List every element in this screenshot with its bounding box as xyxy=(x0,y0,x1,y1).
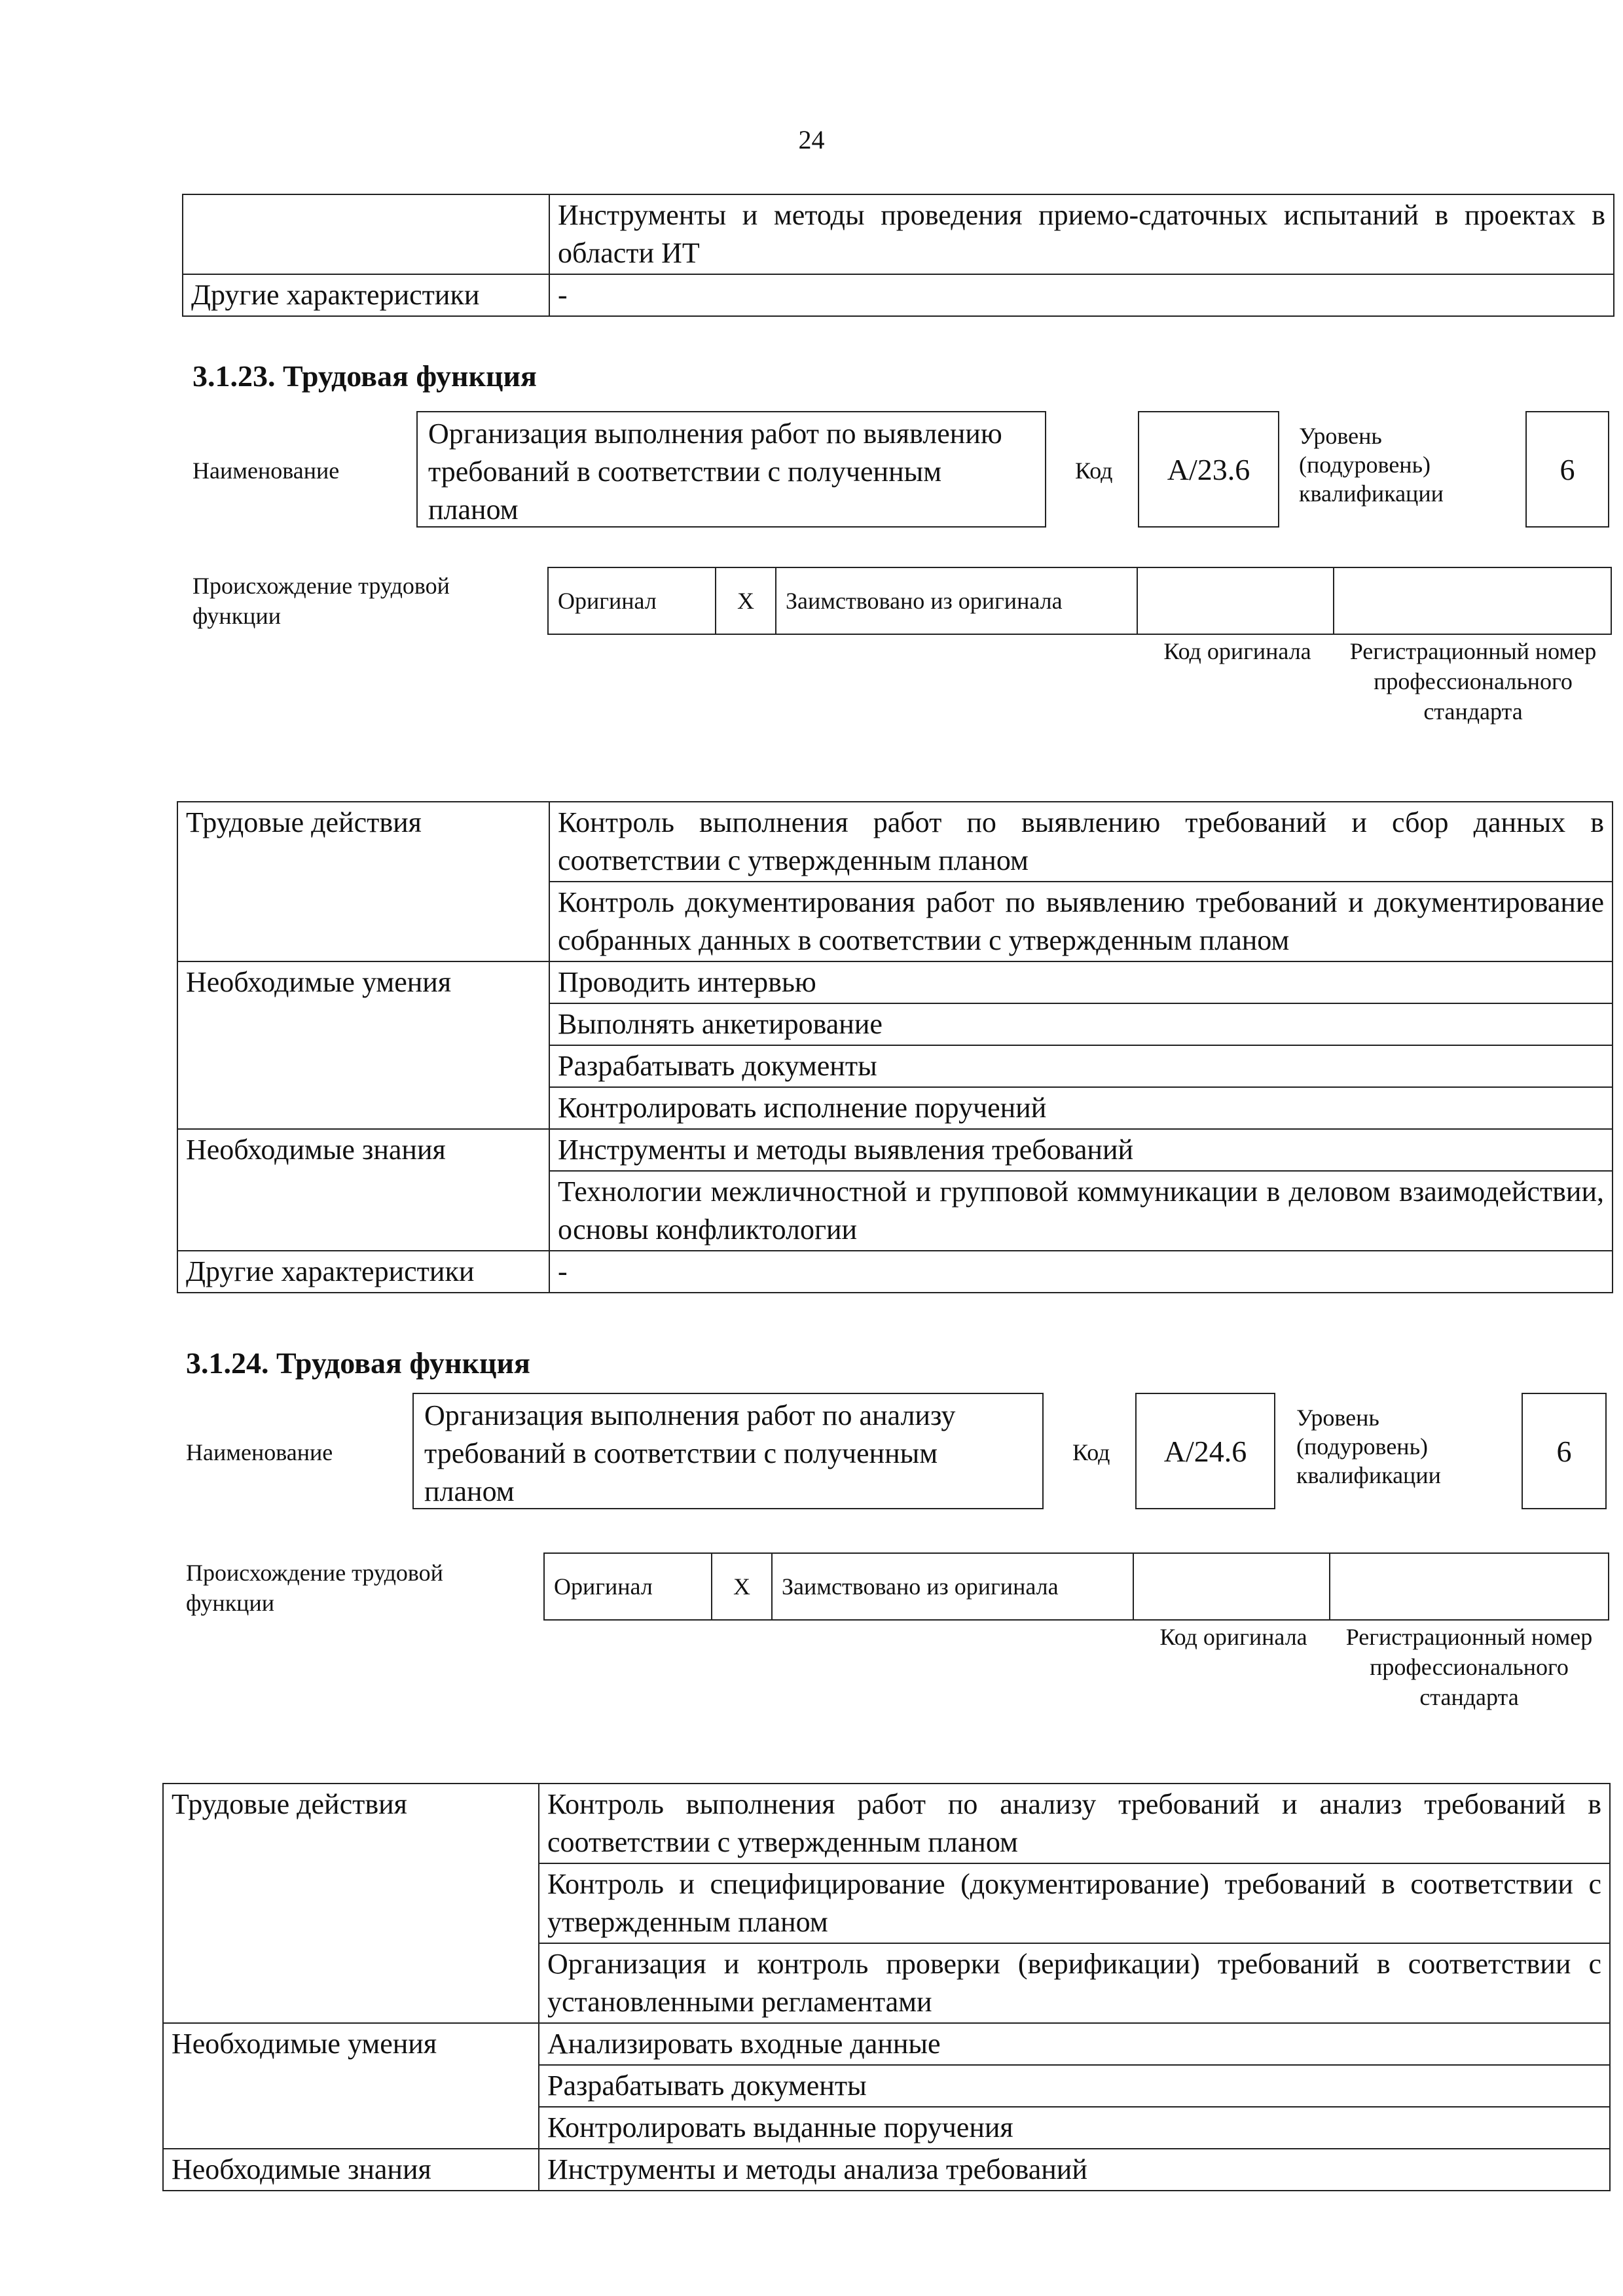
table-row xyxy=(163,2023,1610,2065)
origin-borrowed-label: Заимствовано из оригинала xyxy=(776,567,1137,634)
row-label: Необходимые знания xyxy=(163,2149,539,2191)
section-heading: 3.1.23. Трудовая функция xyxy=(192,359,537,393)
row-value: - xyxy=(549,1251,1613,1293)
caption-code: Код оригинала xyxy=(1159,1624,1307,1650)
section-heading: 3.1.24. Трудовая функция xyxy=(186,1346,530,1380)
origin-reg-cell xyxy=(1334,567,1611,634)
row-value: Контролировать исполнение поручений xyxy=(549,1087,1613,1129)
origin-label: Происхождение трудовой функции xyxy=(186,1560,443,1616)
row-value: Инструменты и методы выявления требований xyxy=(549,1129,1613,1171)
row-value: Контроль выполнения работ по выявлению требований и сбор данных в соответствии с утвержденным планом xyxy=(549,802,1613,882)
row-value: Проводить интервью xyxy=(549,961,1613,1003)
origin-table xyxy=(547,567,1612,635)
page-number: 24 xyxy=(798,125,825,154)
row-value: Анализировать входные данные xyxy=(539,2023,1610,2065)
origin-mark: Х xyxy=(712,1553,772,1620)
table-row xyxy=(163,1784,1610,1863)
code-label: Код xyxy=(1075,457,1113,484)
caption-code: Код оригинала xyxy=(1163,638,1311,664)
code-box: А/24.6 xyxy=(1135,1393,1275,1509)
row-value: Инструменты и методы анализа требований xyxy=(539,2149,1610,2191)
level-label: Уровень (подуровень) квалификации xyxy=(1296,1405,1441,1488)
row-value: Контроль и специфицирование (документирование) требований в соответствии с утвержденным планом xyxy=(539,1863,1610,1943)
code-label: Код xyxy=(1072,1439,1110,1465)
table-row xyxy=(548,567,1611,634)
row-value: Инструменты и методы проведения приемо-сдаточных испытаний в проектах в области ИТ xyxy=(549,194,1614,274)
origin-mark: Х xyxy=(716,567,776,634)
code-box: А/23.6 xyxy=(1138,411,1279,528)
row-value: Контролировать выданные поручения xyxy=(539,2107,1610,2149)
table-row xyxy=(183,274,1614,316)
origin-code-cell xyxy=(1133,1553,1330,1620)
row-label: Трудовые действия xyxy=(177,802,549,961)
function-name-box: Организация выполнения работ по выявлению требований в соответствии с полученным планом xyxy=(416,411,1046,528)
row-value: Контроль документирования работ по выявлению требований и документирование собранных данных в соответствии с утвержденным планом xyxy=(549,882,1613,961)
row-label: Трудовые действия xyxy=(163,1784,539,2023)
row-value: Разрабатывать документы xyxy=(539,2065,1610,2107)
level-box: 6 xyxy=(1525,411,1609,528)
name-label: Наименование xyxy=(192,457,340,484)
origin-label: Происхождение трудовой функции xyxy=(192,573,450,629)
table-row xyxy=(177,1251,1613,1293)
table-row xyxy=(544,1553,1609,1620)
function-name-box: Организация выполнения работ по анализу требований в соответствии с полученным планом xyxy=(412,1393,1044,1509)
row-value: Технологии межличностной и групповой коммуникации в деловом взаимодействии, основы конфликтологии xyxy=(549,1171,1613,1251)
table-row xyxy=(177,802,1613,882)
table-row xyxy=(163,2149,1610,2191)
name-label: Наименование xyxy=(186,1439,333,1465)
row-label: Необходимые знания xyxy=(177,1129,549,1251)
section1-table xyxy=(177,801,1613,1293)
section2-table xyxy=(162,1783,1611,2191)
row-label: Необходимые умения xyxy=(163,2023,539,2149)
row-label: Необходимые умения xyxy=(177,961,549,1129)
caption-reg: Регистрационный номер профессионального стандарта xyxy=(1345,1624,1593,1710)
row-value: Выполнять анкетирование xyxy=(549,1003,1613,1045)
row-value: Организация и контроль проверки (верификации) требований в соответствии с установленными регламентами xyxy=(539,1943,1610,2023)
table-row xyxy=(177,961,1613,1003)
row-value: - xyxy=(549,274,1614,316)
level-label: Уровень (подуровень) квалификации xyxy=(1299,423,1444,507)
origin-original-label: Оригинал xyxy=(548,567,716,634)
row-label: Другие характеристики xyxy=(177,1251,549,1293)
row-label: Другие характеристики xyxy=(183,274,549,316)
origin-reg-cell xyxy=(1330,1553,1609,1620)
origin-original-label: Оригинал xyxy=(544,1553,712,1620)
caption-reg: Регистрационный номер профессионального стандарта xyxy=(1349,638,1597,725)
row-label xyxy=(183,194,549,274)
level-box: 6 xyxy=(1522,1393,1607,1509)
table-row xyxy=(177,1129,1613,1171)
top-table xyxy=(182,194,1614,317)
table-row xyxy=(183,194,1614,274)
row-value: Разрабатывать документы xyxy=(549,1045,1613,1087)
origin-code-cell xyxy=(1137,567,1334,634)
origin-table xyxy=(543,1552,1609,1621)
origin-borrowed-label: Заимствовано из оригинала xyxy=(772,1553,1133,1620)
row-value: Контроль выполнения работ по анализу требований и анализ требований в соответствии с утвержденным планом xyxy=(539,1784,1610,1863)
